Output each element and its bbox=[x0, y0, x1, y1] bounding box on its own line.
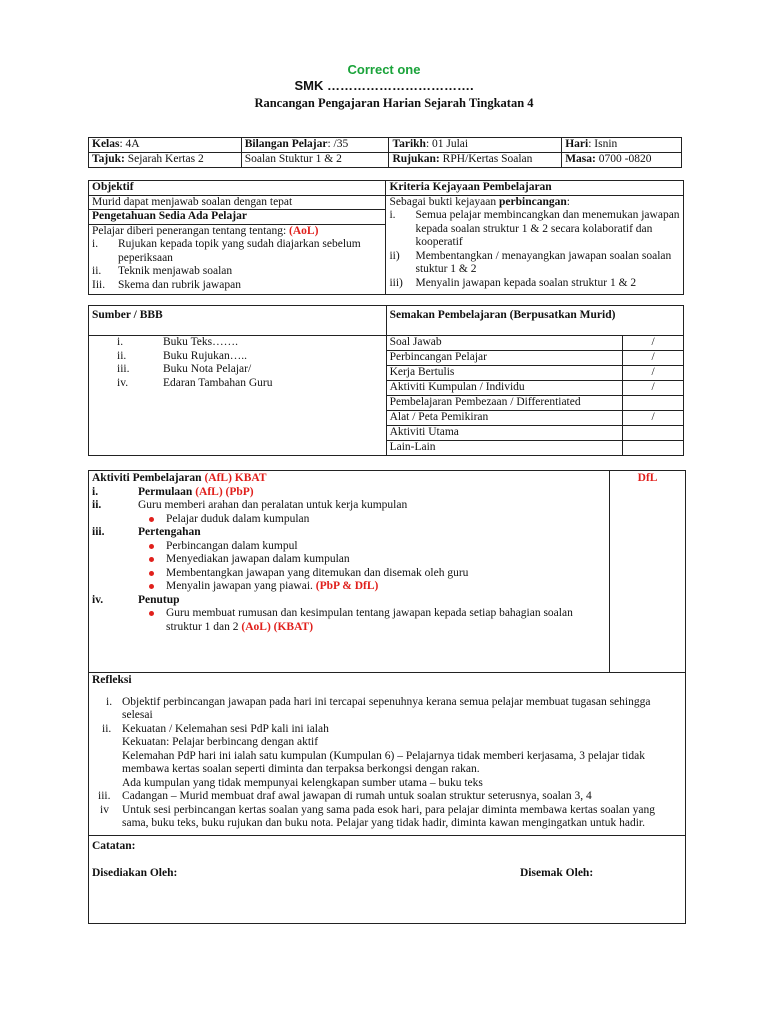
aktiviti-table bbox=[88, 470, 686, 924]
disemak-label: Disemak Oleh: bbox=[520, 867, 594, 879]
list-item: i. Semua pelajar membincangkan dan menemukan jawapan kepada soalan struktur 1 & 2 secara kolaboratif dan kooperatif bbox=[389, 209, 680, 248]
psap-intro: Pelajar diberi penerangan tentang tentang: (AoL) bbox=[92, 224, 319, 237]
list-item: Iii. Skema dan rubrik jawapan bbox=[92, 278, 241, 291]
list-item: i. Rujukan kepada topik yang sudah diajarkan sebelum peperiksaan bbox=[92, 238, 361, 264]
kelas-cell: Kelas: 4A bbox=[89, 138, 242, 153]
bullet-item: Perbincangan dalam kumpul bbox=[142, 540, 606, 554]
aktiviti-body bbox=[89, 471, 610, 673]
sumber-table bbox=[88, 305, 684, 456]
semakan-label: Pembelajaran Pembezaan / Differentiated bbox=[386, 396, 623, 411]
tarikh-cell: Tarikh: 01 Julai bbox=[389, 138, 562, 153]
semakan-label: Perbincangan Pelajar bbox=[386, 351, 623, 366]
refleksi-heading: Refleksi bbox=[92, 674, 132, 686]
semakan-mark bbox=[623, 396, 684, 411]
semakan-label: Lain-Lain bbox=[386, 441, 623, 456]
semakan-heading: Semakan Pembelajaran (Berpusatkan Murid) bbox=[386, 306, 683, 336]
semakan-mark bbox=[623, 426, 684, 441]
semakan-label: Soal Jawab bbox=[386, 336, 623, 351]
header-note: Correct one bbox=[347, 62, 421, 77]
list-item: iv. Edaran Tambahan Guru bbox=[117, 376, 273, 389]
penutup-item: iv. Penutup bbox=[92, 593, 180, 606]
semakan-mark: / bbox=[623, 411, 684, 426]
sumber-heading: Sumber / BBB bbox=[89, 306, 387, 336]
info-table bbox=[88, 137, 682, 168]
bullet-item: Guru membuat rumusan dan kesimpulan tentang jawapan kepada setiap bahagian soalan struktur 1 dan 2 (AoL) (KBAT) bbox=[142, 607, 606, 634]
refleksi-kekuatan: Kekuatan: Pelajar berbincang dengan aktif bbox=[122, 736, 319, 748]
semakan-mark: / bbox=[623, 366, 684, 381]
semakan-mark: / bbox=[623, 381, 684, 396]
semakan-mark: / bbox=[623, 351, 684, 366]
bilangan-cell: Bilangan Pelajar: /35 bbox=[241, 138, 389, 153]
objektif-heading: Objektif bbox=[89, 181, 386, 196]
semakan-label: Alat / Peta Pemikiran bbox=[386, 411, 623, 426]
kriteria-heading: Kriteria Kejayaan Pembelajaran bbox=[386, 181, 684, 196]
rujukan-cell: Rujukan: RPH/Kertas Soalan bbox=[389, 153, 562, 168]
psap-list bbox=[89, 225, 385, 293]
soalan-cell: Soalan Stuktur 1 & 2 bbox=[241, 153, 389, 168]
list-item: ii) Membentangkan / menayangkan jawapan soalan soalan stuktur 1 & 2 bbox=[389, 249, 672, 275]
refleksi-item: ii. Kekuatan / Kelemahan sesi PdP kali ini ialah bbox=[102, 722, 329, 735]
list-item: iii. Buku Nota Pelajar/ bbox=[117, 363, 252, 375]
catatan-body bbox=[89, 835, 686, 923]
masa-cell: Masa: 0700 -0820 bbox=[562, 153, 682, 168]
hari-cell: Hari: Isnin bbox=[562, 138, 682, 153]
dfl-column: DfL bbox=[610, 471, 686, 673]
list-item: ii. Buku Rujukan….. bbox=[117, 349, 248, 362]
catatan-label: Catatan: bbox=[92, 839, 136, 852]
refleksi-item: i. Objektif perbincangan jawapan pada hari ini tercapai sepenuhnya kerana semua pelajar membuat tugasan sehingga selesai bbox=[106, 695, 651, 721]
bullet-item: Pelajar duduk dalam kumpulan bbox=[142, 513, 606, 527]
refleksi-kelemahan: Kelemahan PdP hari ini ialah satu kumpulan (Kumpulan 6) – Pelajarnya tidak memberi kerjasama, 3 pelajar tidak membawa kertas soalan seperti diminta dan terpaksa berkongsi dengan rakan. bbox=[122, 749, 645, 775]
disediakan-label: Disediakan Oleh: bbox=[92, 867, 178, 879]
objektif-text: Murid dapat menjawab soalan dengan tepat bbox=[89, 196, 385, 211]
tajuk-cell: Tajuk: Sejarah Kertas 2 bbox=[89, 153, 242, 168]
semakan-mark bbox=[623, 441, 684, 456]
aktiviti-heading: Aktiviti Pembelajaran (AfL) KBAT bbox=[92, 472, 267, 484]
objektif-body bbox=[89, 195, 386, 295]
school-name: SMK ……………………………. bbox=[294, 78, 474, 93]
semakan-label: Aktiviti Kumpulan / Individu bbox=[386, 381, 623, 396]
bullet-item: Menyediakan jawapan dalam kumpulan bbox=[142, 553, 606, 567]
semakan-mark: / bbox=[623, 336, 684, 351]
page-title: Rancangan Pengajaran Harian Sejarah Tingkatan 4 bbox=[254, 96, 534, 110]
psap-heading: Pengetahuan Sedia Ada Pelajar bbox=[89, 210, 385, 225]
list-item: ii. Teknik menjawab soalan bbox=[92, 265, 233, 277]
list-item: ii. Guru memberi arahan dan peralatan untuk kerja kumpulan bbox=[92, 499, 408, 511]
refleksi-item: iii. Cadangan – Murid membuat draf awal jawapan di rumah untuk soalan struktur seterusnya, soalan 3, 4 bbox=[98, 790, 592, 802]
objektif-table bbox=[88, 180, 684, 295]
refleksi-kumpulan: Ada kumpulan yang tidak mempunyai kelengkapan sumber utama – buku teks bbox=[122, 776, 483, 789]
kriteria-body bbox=[386, 195, 684, 295]
refleksi-body bbox=[89, 673, 686, 836]
semakan-label: Kerja Bertulis bbox=[386, 366, 623, 381]
pertengahan-item: iii. Pertengahan bbox=[92, 526, 201, 538]
sumber-body bbox=[89, 336, 387, 456]
semakan-label: Aktiviti Utama bbox=[386, 426, 623, 441]
bullet-item: Menyalin jawapan yang piawai. (PbP & DfL) bbox=[142, 580, 606, 594]
refleksi-item: iv Untuk sesi perbincangan kertas soalan yang sama pada esok hari, para pelajar diminta membawa kertas soalan yang sama, buku teks, buku rujukan dan buku nota. Pelajar yang tidak hadir, diminta kawan mengingatkan untuk hadir. bbox=[100, 803, 655, 829]
bullet-item: Membentangkan jawapan yang ditemukan dan disemak oleh guru bbox=[142, 567, 606, 581]
kriteria-intro: Sebagai bukti kejayaan perbincangan: bbox=[389, 195, 570, 208]
list-item: iii) Menyalin jawapan kepada soalan struktur 1 & 2 bbox=[389, 276, 637, 289]
list-item: i. Buku Teks……. bbox=[117, 336, 239, 348]
permulaan-item: i. Permulaan (AfL) (PbP) bbox=[92, 485, 254, 498]
